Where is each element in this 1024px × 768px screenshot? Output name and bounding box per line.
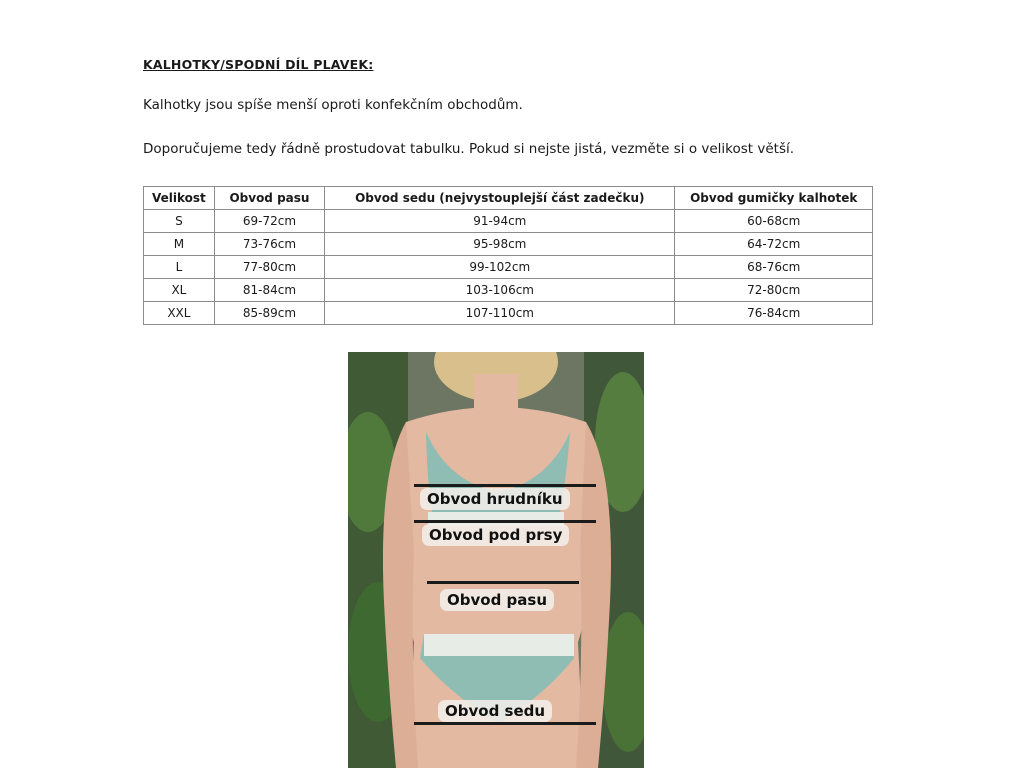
cell-elastic: 72-80cm xyxy=(675,279,873,302)
cell-waist: 69-72cm xyxy=(214,210,324,233)
intro-paragraph: Kalhotky jsou spíše menší oproti konfekčním obchodům. xyxy=(143,97,523,113)
waist-label: Obvod pasu xyxy=(440,589,554,611)
cell-size: S xyxy=(144,210,215,233)
cell-elastic: 64-72cm xyxy=(675,233,873,256)
header-elastic: Obvod gumičky kalhotek xyxy=(675,187,873,210)
cell-elastic: 68-76cm xyxy=(675,256,873,279)
table-row xyxy=(144,233,873,256)
cell-hips: 99-102cm xyxy=(325,256,675,279)
cell-size: M xyxy=(144,233,215,256)
table-row xyxy=(144,279,873,302)
cell-size: XXL xyxy=(144,302,215,325)
table-row xyxy=(144,210,873,233)
cell-size: XL xyxy=(144,279,215,302)
underbust-label: Obvod pod prsy xyxy=(422,524,569,546)
section-heading: KALHOTKY/SPODNÍ DÍL PLAVEK: xyxy=(143,57,374,72)
cell-elastic: 60-68cm xyxy=(675,210,873,233)
size-table xyxy=(143,186,873,325)
cell-waist: 77-80cm xyxy=(214,256,324,279)
table-row xyxy=(144,302,873,325)
recommendation-paragraph: Doporučujeme tedy řádně prostudovat tabulku. Pokud si nejste jistá, vezměte si o velikost větší. xyxy=(143,141,795,157)
chest-measure-line xyxy=(414,484,596,487)
cell-hips: 91-94cm xyxy=(325,210,675,233)
cell-waist: 73-76cm xyxy=(214,233,324,256)
table-header-row xyxy=(144,187,873,210)
cell-hips: 107-110cm xyxy=(325,302,675,325)
cell-elastic: 76-84cm xyxy=(675,302,873,325)
hips-measure-line xyxy=(414,722,596,725)
header-hips: Obvod sedu (nejvystouplejší část zadečku) xyxy=(325,187,675,210)
header-waist: Obvod pasu xyxy=(214,187,324,210)
cell-hips: 95-98cm xyxy=(325,233,675,256)
hips-label: Obvod sedu xyxy=(438,700,552,722)
table-row xyxy=(144,256,873,279)
cell-hips: 103-106cm xyxy=(325,279,675,302)
cell-size: L xyxy=(144,256,215,279)
chest-label: Obvod hrudníku xyxy=(420,488,570,510)
underbust-measure-line xyxy=(414,520,596,523)
header-size: Velikost xyxy=(144,187,215,210)
waist-measure-line xyxy=(427,581,579,584)
cell-waist: 85-89cm xyxy=(214,302,324,325)
cell-waist: 81-84cm xyxy=(214,279,324,302)
